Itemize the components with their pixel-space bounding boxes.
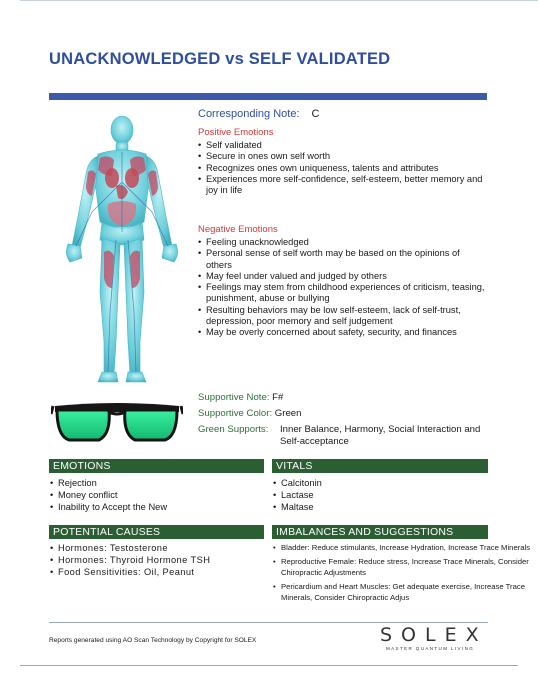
list-item: • Bladder: Reduce stimulants, Increase Hydration, Increase Trace Minerals: [273, 542, 538, 553]
negative-emotions-heading: Negative Emotions: [198, 224, 278, 235]
anatomy-figure-image: [58, 112, 186, 384]
supportive-note-value: F#: [272, 392, 284, 403]
list-item: • Secure in ones own self worth: [198, 151, 488, 162]
vitals-list: [273, 477, 322, 513]
list-item: • Experiences more self-confidence, self-esteem, better memory and joy in life: [198, 174, 488, 197]
emotions-list: [50, 477, 167, 513]
title-bar: [49, 93, 487, 100]
logo-tagline: MASTER QUANTUM LIVING: [386, 646, 475, 651]
positive-emotions-list: [198, 140, 488, 196]
green-supports-label: Green Supports:: [198, 424, 269, 435]
potential-causes-list: [50, 542, 210, 578]
list-item: • Calcitonin: [273, 477, 322, 489]
potential-causes-heading: POTENTIAL CAUSES: [49, 525, 264, 539]
list-item: • Maltase: [273, 501, 322, 513]
corresponding-note: [198, 108, 488, 120]
supportive-color-label: Supportive Color:: [198, 408, 273, 419]
list-item: • Hormones: Testosterone: [50, 542, 210, 554]
supportive-color: [198, 408, 301, 419]
vitals-heading: VITALS: [272, 459, 488, 473]
footer-copyright: Reports generated using AO Scan Technology by Copyright for SOLEX: [49, 637, 257, 644]
top-rule: [20, 0, 538, 1]
list-item: • Resulting behaviors may be low self-esteem, lack of self-trust, depression, poor memory and self judgement: [198, 305, 488, 328]
imbalances-list: [273, 542, 538, 606]
green-supports: [198, 424, 481, 447]
positive-emotions-heading: Positive Emotions: [198, 127, 274, 138]
footer-rule: [49, 622, 488, 623]
list-item: • Money conflict: [50, 489, 167, 501]
list-item: • Inability to Accept the New: [50, 501, 167, 513]
supportive-note-label: Supportive Note:: [198, 392, 270, 403]
green-supports-value: Inner Balance, Harmony, Social Interaction and Self-acceptance: [280, 424, 481, 447]
solex-logo: [380, 624, 490, 654]
supportive-color-value: Green: [274, 408, 302, 419]
list-item: • Reproductive Female: Reduce stress, Increase Trace Minerals, Consider Chiropractic Adjustments: [273, 556, 538, 578]
list-item: • Food Sensitivities: Oil, Peanut: [50, 566, 210, 578]
list-item: • Lactase: [273, 489, 322, 501]
supportive-note: [198, 392, 283, 403]
corresponding-note-value: C: [311, 108, 320, 120]
bottom-rule: [20, 665, 518, 666]
list-item: • Personal sense of self worth may be based on the opinions of others: [198, 248, 488, 271]
logo-wordmark: SOLEX: [380, 624, 488, 646]
list-item: • Rejection: [50, 477, 167, 489]
imbalances-heading: IMBALANCES AND SUGGESTIONS: [272, 525, 488, 539]
list-item: • Feeling unacknowledged: [198, 237, 488, 248]
list-item: • Hormones: Thyroid Hormone TSH: [50, 554, 210, 566]
green-glasses-image: [51, 398, 183, 446]
emotions-heading: EMOTIONS: [49, 459, 264, 473]
list-item: • May feel under valued and judged by others: [198, 271, 488, 282]
corresponding-note-label: Corresponding Note:: [198, 108, 300, 120]
list-item: • Pericardium and Heart Muscles: Get adequate exercise, Increase Trace Minerals, Consider Chiropractic Adjus: [273, 581, 538, 603]
negative-emotions-list: [198, 237, 488, 339]
list-item: • May be overly concerned about safety, security, and finances: [198, 327, 488, 338]
list-item: • Self validated: [198, 140, 488, 151]
list-item: • Recognizes ones own uniqueness, talents and attributes: [198, 163, 488, 174]
list-item: • Feelings may stem from childhood experiences of criticism, teasing, punishment, abuse or bullying: [198, 282, 488, 305]
page-title: UNACKNOWLEDGED vs SELF VALIDATED: [49, 50, 391, 68]
